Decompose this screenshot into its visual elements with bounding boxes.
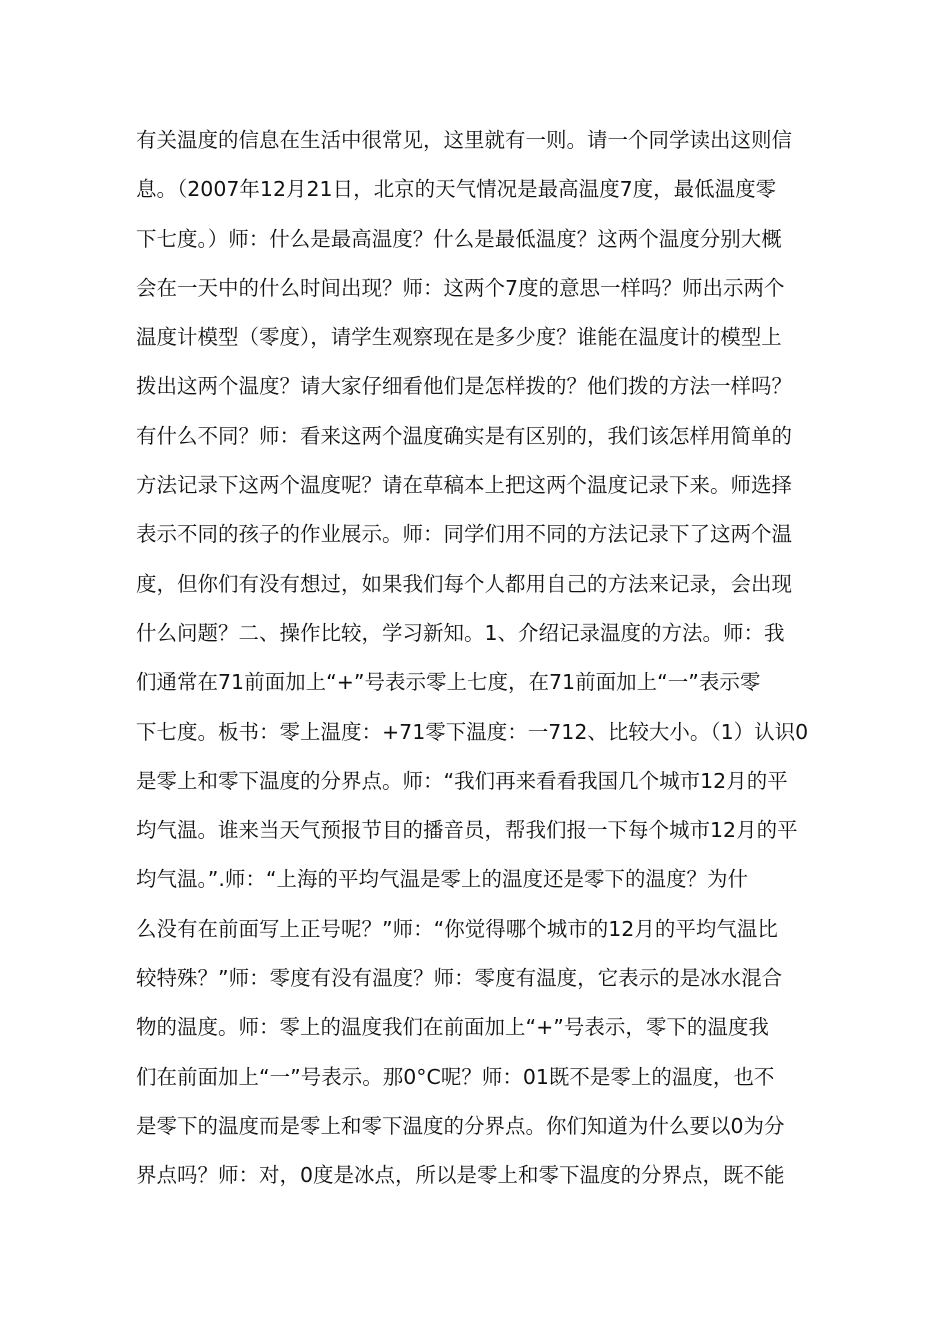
text-line: 度，但你们有没有想过，如果我们每个人都用自己的方法来记录，会出现: [136, 571, 792, 596]
text-line: 均气温。谁来当天气预报节目的播音员，帮我们报一下每个城市12月的平: [136, 818, 798, 843]
text-line: 息。（2007年12月21日，北京的天气情况是最高温度7度，最低温度零: [136, 177, 777, 202]
text-line: 表示不同的孩子的作业展示。师：同学们用不同的方法记录下了这两个温: [136, 522, 792, 547]
text-line: 有什么不同？师：看来这两个温度确实是有区别的，我们该怎样用简单的: [136, 423, 792, 448]
text-line: 下七度。板书：零上温度：+71零下温度：一712、比较大小。（1）认识0: [136, 719, 809, 744]
text-line: 是零上和零下温度的分界点。师：“我们再来看看我国几个城市12月的平: [136, 768, 788, 793]
text-line: 是零下的温度而是零上和零下温度的分界点。你们知道为什么要以0为分: [136, 1113, 785, 1138]
text-line: 物的温度。师：零上的温度我们在前面加上“+”号表示，零下的温度我: [136, 1015, 769, 1040]
text-line: 下七度。）师：什么是最高温度？什么是最低温度？这两个温度分别大概: [136, 226, 782, 251]
document-body: [136, 116, 836, 1201]
text-line: 较特殊？”师：零度有没有温度？师：零度有温度，它表示的是冰水混合: [136, 966, 783, 991]
text-line: 拨出这两个温度？请大家仔细看他们是怎样拨的？他们拨的方法一样吗？: [136, 374, 792, 399]
text-line: 们通常在71前面加上“+”号表示零上七度，在71前面加上“一”表示零: [136, 670, 761, 695]
text-line: 什么问题？二、操作比较，学习新知。1、介绍记录温度的方法。师：我: [136, 620, 785, 645]
text-line: 会在一天中的什么时间出现？师：这两个7度的意思一样吗？师出示两个: [136, 275, 785, 300]
text-line: 方法记录下这两个温度呢？请在草稿本上把这两个温度记录下来。师选择: [136, 473, 792, 498]
text-line: 们在前面加上“一”号表示。那0°C呢？师：01既不是零上的温度，也不: [136, 1064, 775, 1089]
text-line: 均气温。”.师：“上海的平均气温是零上的温度还是零下的温度？为什: [136, 867, 749, 892]
text-line: 温度计模型（零度），请学生观察现在是多少度？谁能在温度计的模型上: [136, 325, 782, 350]
text-line: 界点吗？师：对，0度是冰点，所以是零上和零下温度的分界点，既不能: [136, 1163, 785, 1188]
text-line: 么没有在前面写上正号呢？”师：“你觉得哪个城市的12月的平均气温比: [136, 916, 778, 941]
text-line: 有关温度的信息在生活中很常见，这里就有一则。请一个同学读出这则信: [136, 128, 792, 152]
